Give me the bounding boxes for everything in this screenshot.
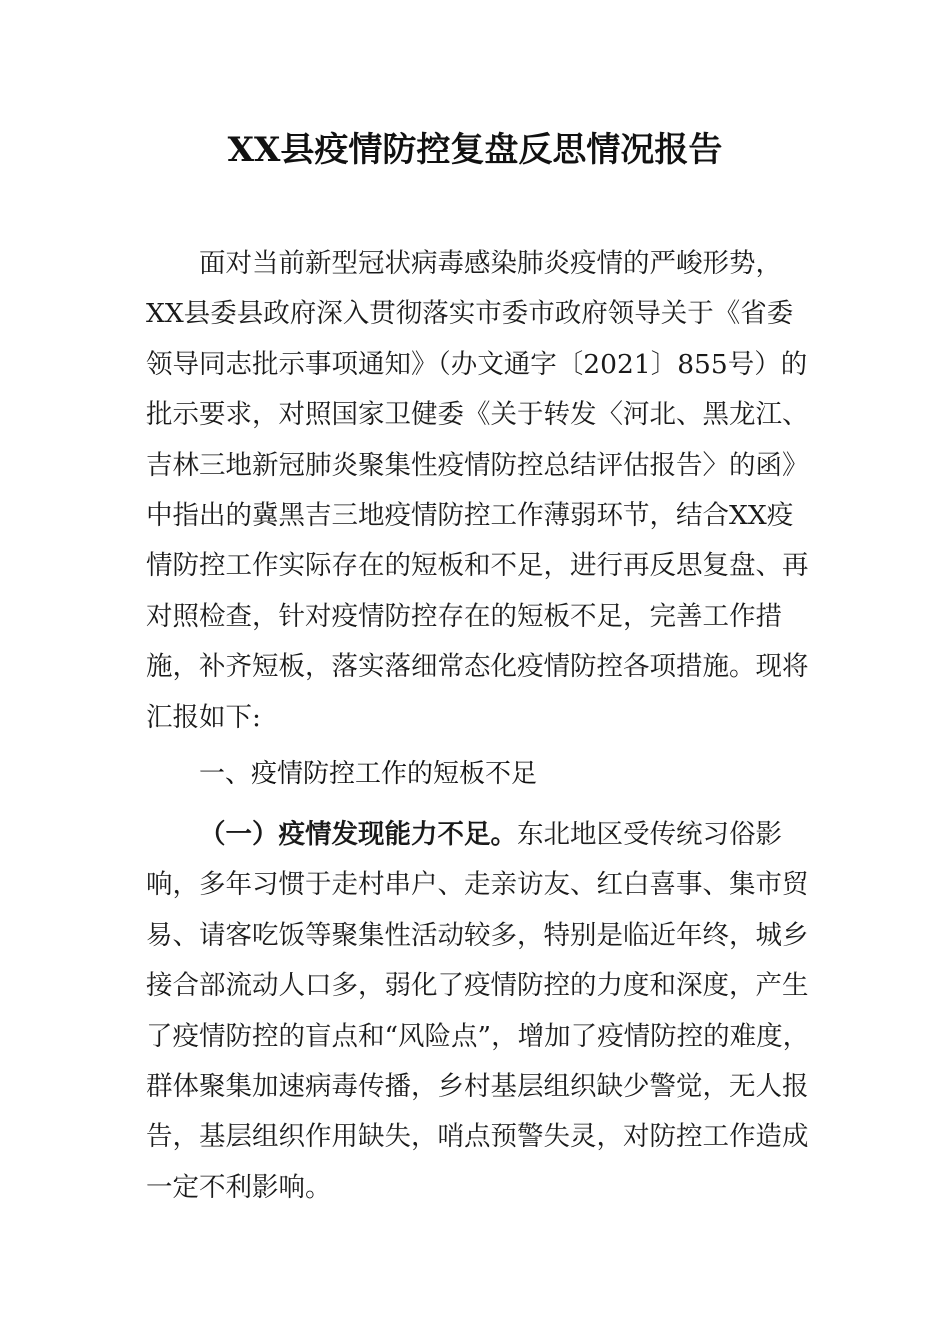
document-title: XX县疫情防控复盘反思情况报告 <box>227 130 723 170</box>
intro-paragraph: 面对当前新型冠状病毒感染肺炎疫情的严峻形势，XX县委县政府深入贯彻落实市委市政府领导关于《省委领导同志批示事项通知》（办文通字〔2021〕855号）的批示要求，对照国家卫健委《关于转发〈河北、黑龙江、吉林三地新冠肺炎聚集性疫情防控总结评估报告〉的函》中指出的冀黑吉三地疫情防控工作薄弱环节，结合XX疫情防控工作实际存在的短板和不足，进行再反思复盘、再对照检查，针对疫情防控存在的短板不足，完善工作措施，补齐短板，落实落细常态化疫情防控各项措施。现将汇报如下: <box>146 248 809 733</box>
subsection-lead-detection: （一）疫情发现能力不足。 <box>199 819 517 850</box>
subsection-paragraph-detection <box>146 810 810 1213</box>
section-heading-shortcomings: 一、疫情防控工作的短板不足 <box>199 759 538 789</box>
subsection-text-detection: 东北地区受传统习俗影响，多年习惯于走村串户、走亲访友、红白喜事、集市贸易、请客吃饭等聚集性活动较多，特别是临近年终，城乡接合部流动人口多，弱化了疫情防控的力度和深度，产生了疫情防控的盲点和“风险点”，增加了疫情防控的难度，群体聚集加速病毒传播，乡村基层组织缺少警觉，无人报告，基层组织作用缺失，哨点预警失灵，对防控工作造成一定不利影响。 <box>146 819 810 1203</box>
